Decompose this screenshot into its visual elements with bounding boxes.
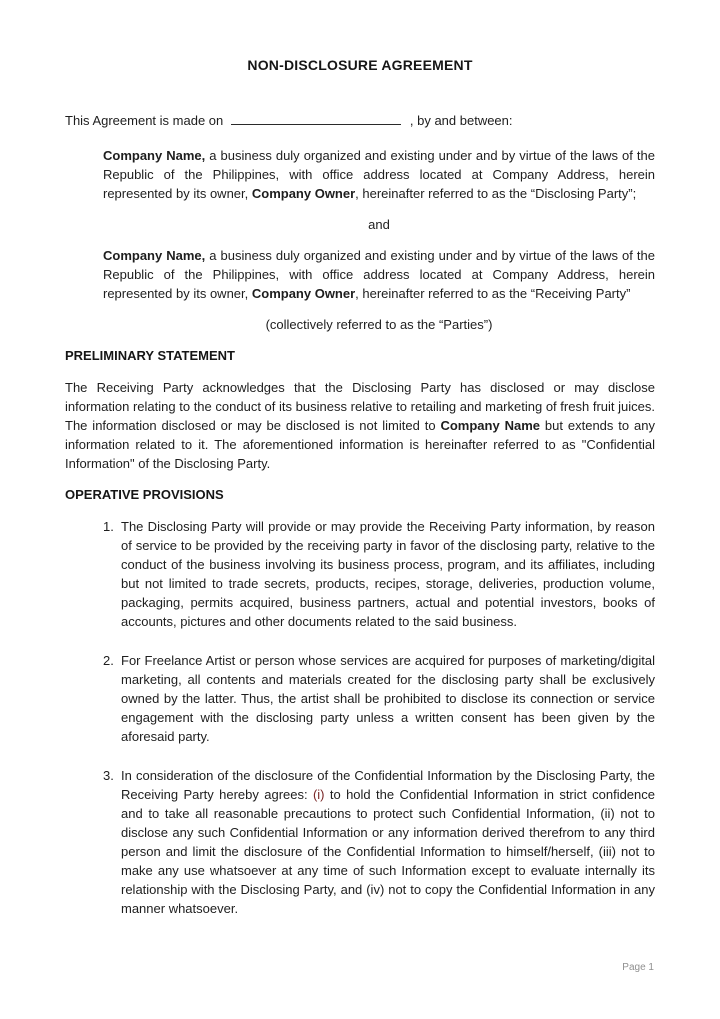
preliminary-company-name: Company Name (440, 418, 540, 433)
preliminary-body-2: but extends to any information related to it. The aforementioned information is hereinafter referred to as "Confidential Information" of the Disclosing Party. (65, 418, 656, 471)
collectively-line: (collectively referred to as the “Parties”) (265, 317, 493, 332)
preliminary-paragraph (65, 378, 655, 473)
preliminary-statement-heading: PRELIMINARY STATEMENT (65, 348, 235, 363)
receiving-party-paragraph (103, 246, 655, 303)
item-1-text: The Disclosing Party will provide or may provide the Receiving Party information, by reason of service to be provided by the receiving party in favor of the disclosing party, relative to the conduct of the business involving its business process, program, and its affiliates, including but not limited to trade secrets, products, recipes, storage, deliveries, production volume, packaging, permits acquired, business partners, actual and potential investors, books of accounts, pictures and other documents related to the said business. (121, 519, 655, 629)
preliminary-body-1: The Receiving Party acknowledges that the Disclosing Party has disclosed or may disclose information relating to the conduct of its business relative to retailing and marketing of fresh fruit juices. The information disclosed or may be disclosed is not limited to (65, 380, 655, 433)
receiving-body-2: , hereinafter referred to as the “Receiving Party” (355, 286, 631, 301)
date-blank-line (231, 111, 401, 125)
list-item-2 (103, 651, 655, 746)
disclosing-body-2: , hereinafter referred to as the “Disclosing Party”; (355, 186, 637, 201)
item-3-rest: to hold the Confidential Information in strict confidence and to take all reasonable precautions to protect such Confidential Information, (ii) not to disclose any such Confidential Information or any information derived therefrom to any third person and limit the disclosure of the Confidential Information to himself/herself, (iii) not to make any use whatsoever at any time of such Information except to evaluate internally its relationship with the Disclosing Party, and (iv) not to copy the Confidential Information in any manner whatsoever. (121, 787, 655, 916)
parties-block (103, 146, 655, 334)
receiving-company-owner: Company Owner (251, 286, 356, 301)
disclosing-body-1: a business duly organized and existing under and by virtue of the laws of the Republic of the Philippines, with office address located at Company Address, herein represented by its owner, (103, 148, 655, 201)
operative-provisions-list (103, 517, 655, 918)
intro-suffix: , by and between: (409, 113, 513, 128)
disclosing-company-name: Company Name, (103, 148, 206, 163)
intro-line (65, 111, 655, 130)
page-number: Page 1 (622, 962, 654, 973)
disclosing-company-owner: Company Owner (251, 186, 356, 201)
conjunction-and: and (368, 217, 390, 232)
receiving-body-1: a business duly organized and existing under and by virtue of the laws of the Republic of the Philippines, with office address located at Company Address, herein represented by its owner, (103, 248, 655, 301)
intro-prefix: This Agreement is made on (65, 113, 224, 128)
item-3-marker-i: (i) (312, 787, 325, 802)
item-3-text (121, 766, 655, 918)
item-3-lead: In consideration of the disclosure of the Confidential Information by the Disclosing Party, the Receiving Party hereby agrees: (121, 768, 655, 802)
list-item-1 (103, 517, 655, 631)
item-3-number: 3. (103, 768, 114, 783)
disclosing-party-paragraph (103, 146, 655, 203)
item-2-text: For Freelance Artist or person whose services are acquired for purposes of marketing/digital marketing, all contents and materials created for the disclosing party shall be exclusively owned by the latter. Thus, the artist shall be prohibited to disclose its connection or service engagement with the disclosing party unless a written consent has been given by the aforesaid party. (121, 653, 655, 744)
operative-provisions-heading: OPERATIVE PROVISIONS (65, 487, 224, 502)
document-title: NON-DISCLOSURE AGREEMENT (247, 57, 473, 73)
item-2-number: 2. (103, 653, 114, 668)
receiving-company-name: Company Name, (103, 248, 206, 263)
list-item-3 (103, 766, 655, 918)
item-1-number: 1. (103, 519, 114, 534)
